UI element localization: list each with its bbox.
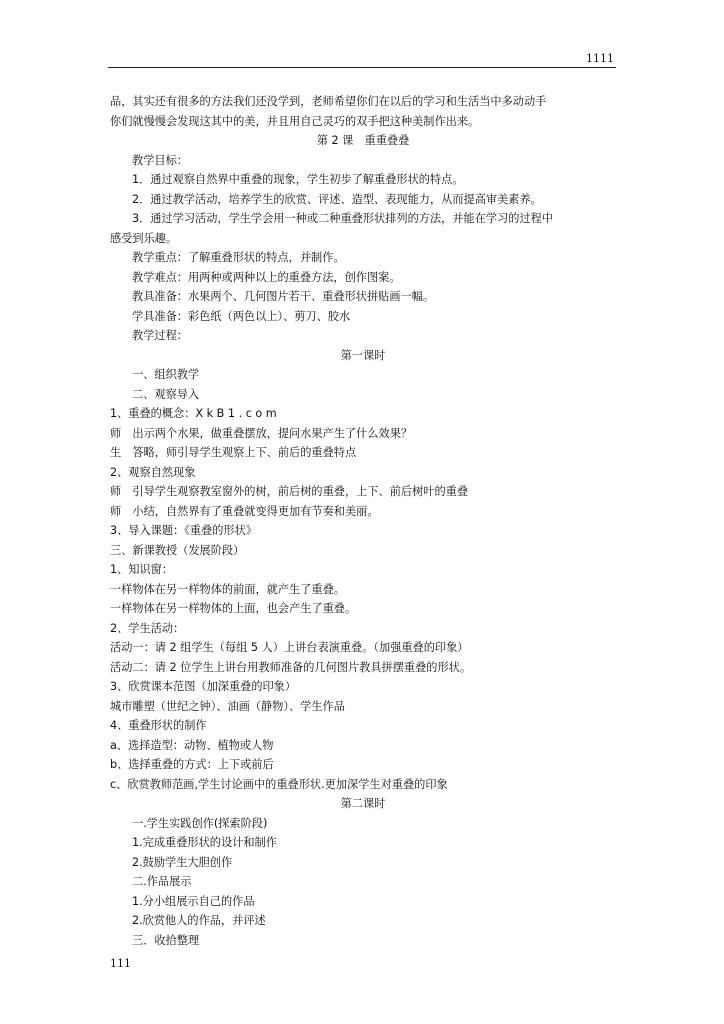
- text-line: 城市雕塑（世纪之钟）、油画（静物）、学生作品: [110, 699, 345, 713]
- text-line: 三．收拾整理: [132, 933, 200, 947]
- text-line: 教具准备：水果两个、几何图片若干、重叠形状拼贴画一幅。: [132, 290, 435, 303]
- text-line: 1、知识窗：: [110, 563, 174, 576]
- text-line: 生 答略，师引导学生观察上下、前后的重叠特点: [110, 446, 357, 459]
- text-line: 活动二：请 2 位学生上讲台用教师准备的几何图片教具拼摆重叠的形状。: [110, 660, 472, 674]
- text-line: 二、观察导入: [132, 387, 200, 401]
- text-line: 4、重叠形状的制作: [110, 719, 207, 732]
- section-heading: 第一课时: [340, 348, 386, 362]
- text-line: c、欣赏教师范画,学生讨论画中的重叠形状.更加深学生对重叠的印象: [110, 777, 448, 791]
- text-line: 一样物体在另一样物体的上面，也会产生了重叠。: [110, 602, 357, 615]
- text-line: 师 引导学生观察教室窗外的树，前后树的重叠，上下、前后树叶的重叠: [110, 485, 469, 498]
- text-line: 师 小结，自然界有了重叠就变得更加有节奏和美丽。: [110, 504, 379, 518]
- text-line: 教学目标：: [132, 153, 188, 167]
- text-line: b、选择重叠的方式：上下或前后: [110, 758, 274, 771]
- text-line: 1．通过观察自然界中重叠的现象，学生初步了解重叠形状的特点。: [132, 173, 464, 186]
- text-line: 一.学生实践创作(探索阶段): [132, 816, 268, 830]
- text-line: 2.欣赏他人的作品，并评述: [132, 914, 266, 927]
- text-line: 1.完成重叠形状的设计和制作: [132, 836, 277, 849]
- text-line: 教学重点：了解重叠形状的特点，并制作。: [132, 251, 345, 264]
- text-line: 二.作品展示: [132, 875, 192, 888]
- text-line: 2、观察自然现象: [110, 465, 196, 479]
- section-heading: 第 2 课 重重叠叠: [316, 134, 410, 147]
- section-heading: 第二课时: [340, 797, 386, 810]
- text-line: 一、组织教学: [132, 368, 200, 381]
- header-rule: [108, 67, 616, 68]
- footer-page-number: 111: [110, 957, 131, 970]
- text-line: 教学难点：用两种或两种以上的重叠方法，创作图案。: [132, 270, 401, 284]
- text-line: 2．通过教学活动，培养学生的欣赏、评述、造型、表现能力，从而提高审美素养。: [132, 192, 542, 206]
- text-line: 三、新课教授（发展阶段）: [110, 543, 245, 557]
- text-line: a、选择造型：动物、植物或人物: [110, 738, 274, 752]
- text-line: 教学过程：: [132, 329, 188, 342]
- header-page-number: 1111: [586, 52, 614, 65]
- text-line: 活动一：请 2 组学生（每组 5 人）上讲台表演重叠。（加强重叠的印象）: [110, 641, 469, 654]
- text-line: 品，其实还有很多的方法我们还没学到，老师希望你们在以后的学习和生活当中多动动手: [110, 95, 547, 108]
- text-line: 3、欣赏课本范图（加深重叠的印象）: [110, 680, 297, 693]
- text-line: 一样物体在另一样物体的前面，就产生了重叠。: [110, 582, 345, 596]
- text-line: 2、学生活动：: [110, 621, 185, 635]
- document-body: [110, 92, 616, 950]
- text-line: 你们就慢慢会发现这其中的美，并且用自己灵巧的双手把这种美制作出来。: [110, 114, 480, 128]
- text-line: 1、重叠的概念：X k B 1 . c o m: [110, 407, 277, 420]
- text-line: 3．通过学习活动，学生学会用一种或二种重叠形状排列的方法，并能在学习的过程中: [132, 212, 554, 225]
- text-line: 师 出示两个水果，做重叠摆放，提问水果产生了什么效果？: [110, 426, 413, 440]
- text-line: 感受到乐趣。: [110, 231, 178, 245]
- text-line: 学具准备：彩色纸（两色以上）、剪刀、胶水: [132, 309, 351, 323]
- text-line: 2.鼓励学生大胆创作: [132, 855, 233, 869]
- text-line: 3、导入课题：《重叠的形状》: [110, 524, 257, 537]
- text-line: 1.分小组展示自己的作品: [132, 894, 255, 908]
